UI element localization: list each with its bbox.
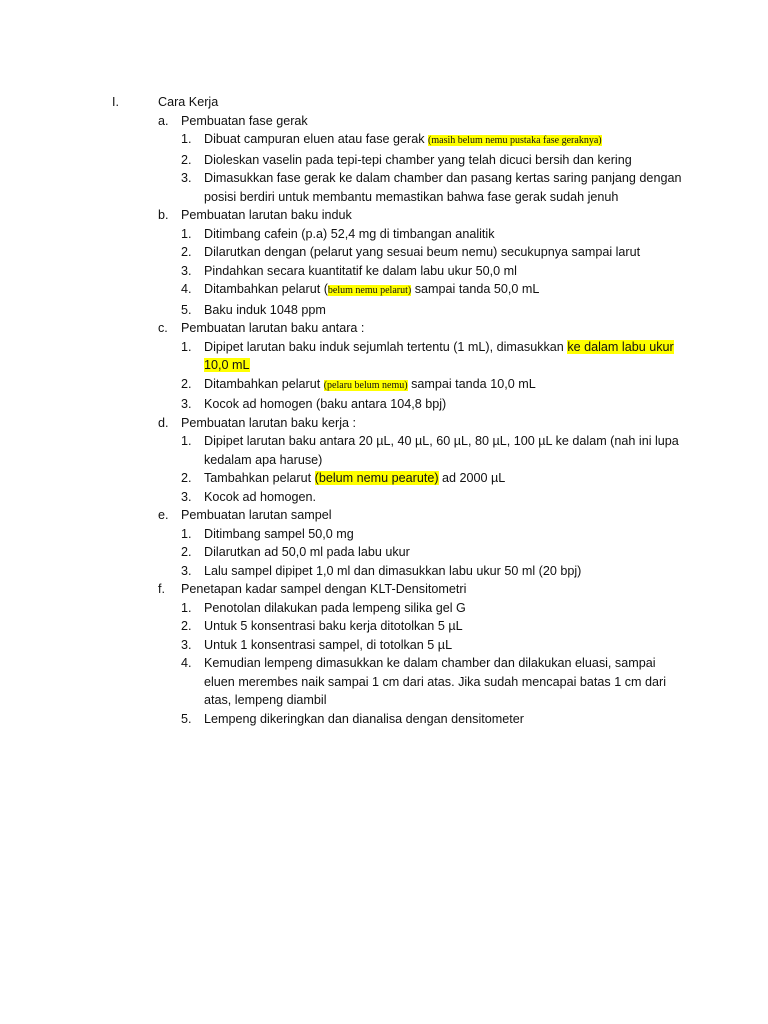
subsection-heading (0, 206, 768, 225)
subsection-heading (0, 319, 768, 338)
subsection-heading (0, 112, 768, 131)
section-number: I. (112, 95, 119, 109)
item-text: Pindahkan secara kuantitatif ke dalam labu ukur 50,0 ml (204, 263, 517, 278)
item-number: 3. (181, 563, 192, 578)
subsection-title: Penetapan kadar sampel dengan KLT-Densitometri (181, 582, 467, 596)
list-item (0, 432, 686, 469)
list-item (0, 654, 686, 710)
subsection-title: Pembuatan larutan baku antara : (181, 321, 365, 335)
item-text: Tambahkan pelarut (204, 471, 315, 485)
subsection-heading (0, 506, 768, 525)
list-item (0, 562, 686, 581)
item-text: Dilarutkan ad 50,0 ml pada labu ukur (204, 545, 410, 559)
highlighted-text: ke dalam labu ukur 10,0 mL (204, 339, 674, 372)
list-item (0, 395, 686, 414)
item-number: 2. (181, 245, 192, 259)
item-number: 5. (181, 302, 192, 317)
item-text: Baku induk 1048 ppm (204, 302, 326, 317)
item-text: Lempeng dikeringkan dan dianalisa dengan densitometer (204, 711, 524, 726)
item-number: 2. (181, 471, 192, 485)
subsection-title: Pembuatan larutan baku induk (181, 208, 352, 222)
list-item (0, 130, 686, 151)
list-item (0, 301, 686, 320)
item-text: Dipipet larutan baku induk sejumlah tertentu (1 mL), dimasukkan (204, 339, 568, 354)
list-item (0, 338, 686, 375)
subsection-heading (0, 580, 768, 599)
item-text: Kocok ad homogen. (204, 489, 317, 504)
item-text: Lalu sampel dipipet 1,0 ml dan dimasukkan labu ukur 50 ml (20 bpj) (204, 563, 582, 578)
list-item (0, 710, 686, 729)
subsection-letter: d. (158, 415, 169, 430)
item-text: Untuk 1 konsentrasi sampel, di totolkan 5 µL (204, 637, 453, 652)
item-number: 5. (181, 711, 192, 726)
item-text: Kocok ad homogen (baku antara 104,8 bpj) (204, 397, 447, 411)
subsection-letter: f. (158, 582, 165, 596)
item-number: 2. (181, 152, 192, 167)
item-text: Dipipet larutan baku antara 20 µL, 40 µL, 60 µL, 80 µL, 100 µL ke dalam (nah ini lupa kedalam apa haruse) (204, 434, 679, 467)
item-number: 2. (181, 619, 192, 633)
list-item (0, 488, 686, 507)
item-text: sampai tanda 10,0 mL (407, 376, 536, 391)
subsection-title: Pembuatan larutan sampel (181, 508, 332, 522)
item-number: 2. (181, 376, 192, 391)
list-item (0, 617, 686, 636)
item-number: 2. (181, 545, 192, 559)
list-item (0, 525, 686, 544)
subsection-letter: a. (158, 113, 169, 128)
item-text: Dibuat campuran eluen atau fase gerak (204, 132, 429, 146)
item-number: 1. (181, 434, 192, 448)
subsection-letter: e. (158, 508, 169, 522)
item-text: Dimasukkan fase gerak ke dalam chamber dan pasang kertas saring panjang dengan posisi berdiri untuk membantu memastikan bahwa fase gerak sudah jenuh (204, 171, 682, 204)
item-text: Ditimbang sampel 50,0 mg (204, 526, 354, 541)
item-text: Dilarutkan dengan (pelarut yang sesuai beum nemu) secukupnya sampai larut (204, 245, 641, 259)
list-item (0, 375, 686, 396)
subsection-title: Pembuatan larutan baku kerja : (181, 415, 357, 430)
item-text: ad 2000 µL (438, 471, 506, 485)
item-number: 1. (181, 132, 192, 146)
procedure-list (0, 112, 768, 729)
item-text: sampai tanda 50,0 mL (411, 282, 540, 296)
list-item (0, 225, 686, 244)
item-number: 4. (181, 656, 192, 670)
subsection-heading (0, 414, 768, 433)
subsection-letter: b. (158, 208, 169, 222)
list-item (0, 599, 686, 618)
list-item (0, 543, 686, 562)
item-number: 3. (181, 263, 192, 278)
item-text: Ditambahkan pelarut ( (204, 282, 328, 296)
item-number: 4. (181, 282, 192, 296)
item-number: 3. (181, 171, 192, 185)
section-title: Cara Kerja (158, 95, 219, 109)
item-number: 1. (181, 600, 192, 615)
list-item (0, 243, 686, 262)
subsection-title: Pembuatan fase gerak (181, 113, 308, 128)
item-number: 1. (181, 526, 192, 541)
item-text: Penotolan dilakukan pada lempeng silika gel G (204, 600, 466, 615)
list-item (0, 469, 686, 488)
item-text: Ditimbang cafein (p.a) 52,4 mg di timbangan analitik (204, 226, 495, 241)
list-item (0, 636, 686, 655)
highlighted-note: (pelaru belum nemu) (323, 379, 408, 391)
item-number: 1. (181, 339, 192, 354)
highlighted-note: (masih belum nemu pustaka fase geraknya) (428, 135, 602, 146)
item-text: Untuk 5 konsentrasi baku kerja ditotolkan 5 µL (204, 619, 463, 633)
item-number: 1. (181, 226, 192, 241)
highlighted-note: belum nemu pelarut) (327, 285, 412, 296)
list-item (0, 169, 686, 206)
item-number: 3. (181, 637, 192, 652)
item-number: 3. (181, 489, 192, 504)
item-text: Ditambahkan pelarut (204, 376, 324, 391)
subsection-letter: c. (158, 321, 168, 335)
highlighted-text: (belum nemu pearute) (314, 471, 439, 485)
item-text: Kemudian lempeng dimasukkan ke dalam chamber dan dilakukan eluasi, sampai eluen merembes naik sampai 1 cm dari atas. Jika sudah mencapai batas 1 cm dari atas, lempeng diambil (204, 656, 666, 707)
list-item (0, 262, 686, 281)
list-item (0, 151, 686, 170)
list-item (0, 280, 686, 301)
item-number: 3. (181, 397, 192, 411)
item-text: Dioleskan vaselin pada tepi-tepi chamber yang telah dicuci bersih dan kering (204, 152, 632, 167)
